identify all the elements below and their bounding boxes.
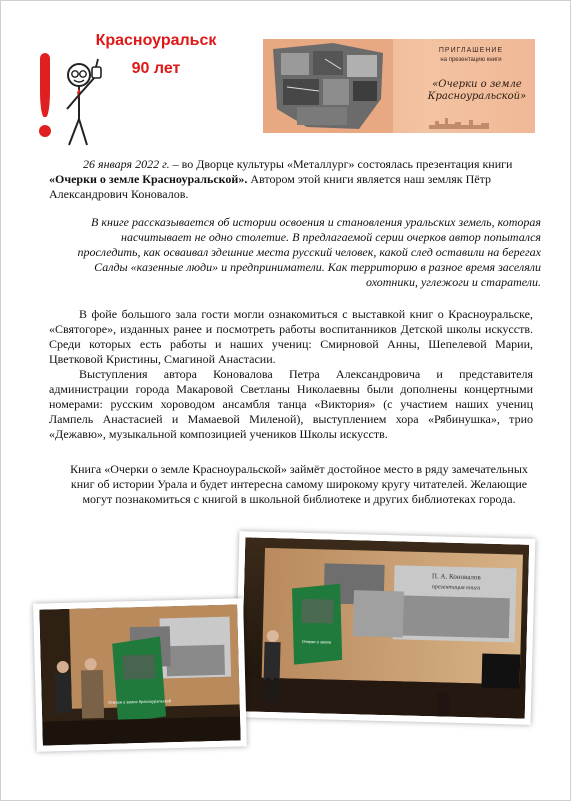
event-photo-stage bbox=[235, 531, 536, 725]
book-description-quote: В книге рассказывается об истории освоения и становления уральских земель, которая насчитывает не одно столетие. В предлагаемой серии очерков автор попытался проследить, как осваивал здешние места русский человек, какой след оставили на берегах Салды «казенные люди» и предприниматели. Как территорию в разное время заселяли охотники, углежоги и старатели. bbox=[77, 215, 541, 289]
screen-author: П. А. Коновалов bbox=[431, 572, 481, 582]
book-cover-label: Очерки о земле bbox=[301, 638, 332, 645]
exhibition-text: В фойе большого зала гости могли ознакомиться с выставкой книг о Красноуральске, «Святогоре», изданных ранее и посмотреть работы воспитанников Детской школы искусств. Среди которых есть работы и наших учениц: Смирновой Анны, Шепелевой Марии, Цветковой Кристины, Смагиной Анастасии. bbox=[49, 307, 533, 366]
book-cover-label-left: Очерки о земле Красноуральской bbox=[108, 698, 172, 705]
collage-photo bbox=[263, 39, 393, 133]
banner-line2: на презентацию книги bbox=[440, 57, 502, 63]
banner-book-title: «Очерки о земле Красноуральской» bbox=[427, 79, 527, 102]
paragraph-exhibition bbox=[49, 307, 533, 442]
event-date: 26 января 2022 г. bbox=[83, 157, 170, 171]
paragraph-intro bbox=[49, 157, 527, 202]
header-title-line1: Красноуральск bbox=[95, 32, 217, 49]
intro-text-a: – во Дворце культуры «Металлург» состоялась презентация книги bbox=[169, 157, 513, 171]
screen-caption: презентация книги bbox=[431, 584, 481, 592]
header-title-line2: 90 лет bbox=[131, 60, 181, 77]
invitation-banner bbox=[263, 39, 535, 133]
event-photo-speaker bbox=[33, 598, 247, 751]
intro-text-b: Автором этой книги является наш земляк Пётр Александрович Коновалов. bbox=[49, 172, 491, 201]
performances-text: Выступления автора Коновалова Петра Александровича и представителя администрации города Макаровой Светланы Николаевны были дополнены концертными номерами: русским хороводом ансамбля танца «Виктория» (с участием наших учениц Лампель Анастасией и Мамаевой Миленой), выступлением хора «Рябинушка», трио «Дежавю», музыкальной композицией учеников Школы искусств. bbox=[49, 367, 533, 441]
paragraph-conclusion: Книга «Очерки о земле Красноуральской» займёт достойное место в ряду замечательных книг об истории Урала и будет интересна самому широкому кругу читателей. Желающие могут познакомиться с книгой в школьной библиотеке и других библиотеках города. bbox=[70, 462, 528, 506]
book-title-bold: «Очерки о земле Красноуральской». bbox=[49, 172, 248, 186]
city-skyline-icon bbox=[429, 115, 489, 129]
banner-line1: ПРИГЛАШЕНИЕ bbox=[438, 47, 504, 54]
